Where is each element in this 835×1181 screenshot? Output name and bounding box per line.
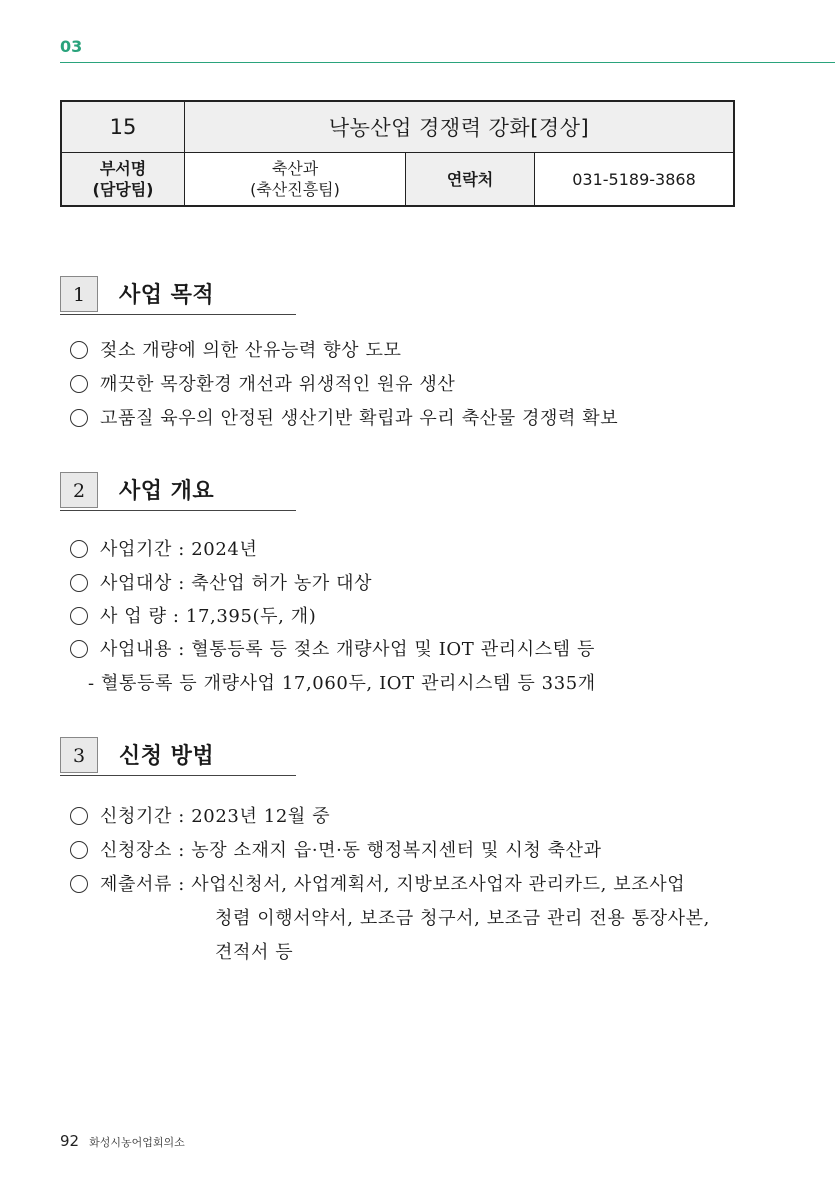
section-number: 3 — [60, 737, 98, 773]
list-item-text: 깨끗한 목장환경 개선과 위생적인 원유 생산 — [100, 374, 456, 395]
circle-bullet-icon — [70, 875, 88, 893]
dept-label — [61, 153, 185, 207]
section-number: 1 — [60, 276, 98, 312]
section-number: 2 — [60, 472, 98, 508]
page-number: 92 — [60, 1132, 80, 1150]
list-item-text: 사업내용 : 혈통등록 등 젖소 개량사업 및 IOT 관리시스템 등 — [100, 639, 595, 660]
continuation-line: 견적서 등 — [215, 942, 294, 963]
list-item — [70, 870, 685, 896]
list-item-text: 신청기간 : 2023년 12월 중 — [100, 806, 331, 827]
list-item-text: 제출서류 : 사업신청서, 사업계획서, 지방보조사업자 관리카드, 보조사업 — [100, 874, 686, 895]
circle-bullet-icon — [70, 375, 88, 393]
chapter-number: 03 — [60, 37, 83, 56]
section-header-3 — [60, 737, 296, 776]
project-number: 15 — [61, 101, 185, 153]
chapter-divider — [60, 62, 835, 63]
list-item-text: 신청장소 : 농장 소재지 읍·면·동 행정복지센터 및 시청 축산과 — [100, 840, 602, 861]
list-item — [70, 404, 618, 430]
info-table-title-row — [61, 101, 734, 153]
sub-item: - 혈통등록 등 개량사업 17,060두, IOT 관리시스템 등 335개 — [88, 673, 596, 694]
section-title: 사업 목적 — [119, 283, 215, 308]
list-item-text: 사업기간 : 2024년 — [100, 539, 258, 560]
section-title: 사업 개요 — [119, 479, 215, 504]
continuation-line: 청렴 이행서약서, 보조금 청구서, 보조금 관리 전용 통장사본, — [215, 908, 710, 929]
list-item — [70, 635, 595, 661]
list-item — [70, 836, 602, 862]
page-footer — [60, 1132, 185, 1150]
info-table-detail-row — [61, 153, 734, 207]
circle-bullet-icon — [70, 409, 88, 427]
circle-bullet-icon — [70, 574, 88, 592]
project-title: 낙농산업 경쟁력 강화[경상] — [185, 101, 735, 153]
list-item-text: 젖소 개량에 의한 산유능력 향상 도모 — [100, 340, 402, 361]
dept-value — [185, 153, 406, 207]
dept-label-line2: (담당팀) — [92, 180, 154, 199]
circle-bullet-icon — [70, 607, 88, 625]
circle-bullet-icon — [70, 540, 88, 558]
dept-value-line1: 축산과 — [271, 159, 319, 178]
section-header-1 — [60, 276, 296, 315]
list-item-text: 고품질 육우의 안정된 생산기반 확립과 우리 축산물 경쟁력 확보 — [100, 408, 619, 429]
list-item — [70, 602, 316, 628]
list-item — [70, 569, 372, 595]
section-header-2 — [60, 472, 296, 511]
contact-label: 연락처 — [406, 153, 535, 207]
dept-label-line1: 부서명 — [99, 159, 147, 178]
section-title: 신청 방법 — [119, 744, 215, 769]
list-item — [70, 370, 455, 396]
circle-bullet-icon — [70, 807, 88, 825]
list-item-text: 사 업 량 : 17,395(두, 개) — [100, 606, 317, 627]
circle-bullet-icon — [70, 640, 88, 658]
contact-value: 031-5189-3868 — [535, 153, 735, 207]
circle-bullet-icon — [70, 841, 88, 859]
project-info-table — [60, 100, 735, 207]
organization-name: 화성시농어업회의소 — [89, 1136, 185, 1149]
list-item — [70, 336, 401, 362]
list-item-text: 사업대상 : 축산업 허가 농가 대상 — [100, 573, 373, 594]
circle-bullet-icon — [70, 341, 88, 359]
list-item — [70, 535, 257, 561]
list-item — [70, 802, 330, 828]
dept-value-line2: (축산진흥팀) — [250, 180, 340, 199]
